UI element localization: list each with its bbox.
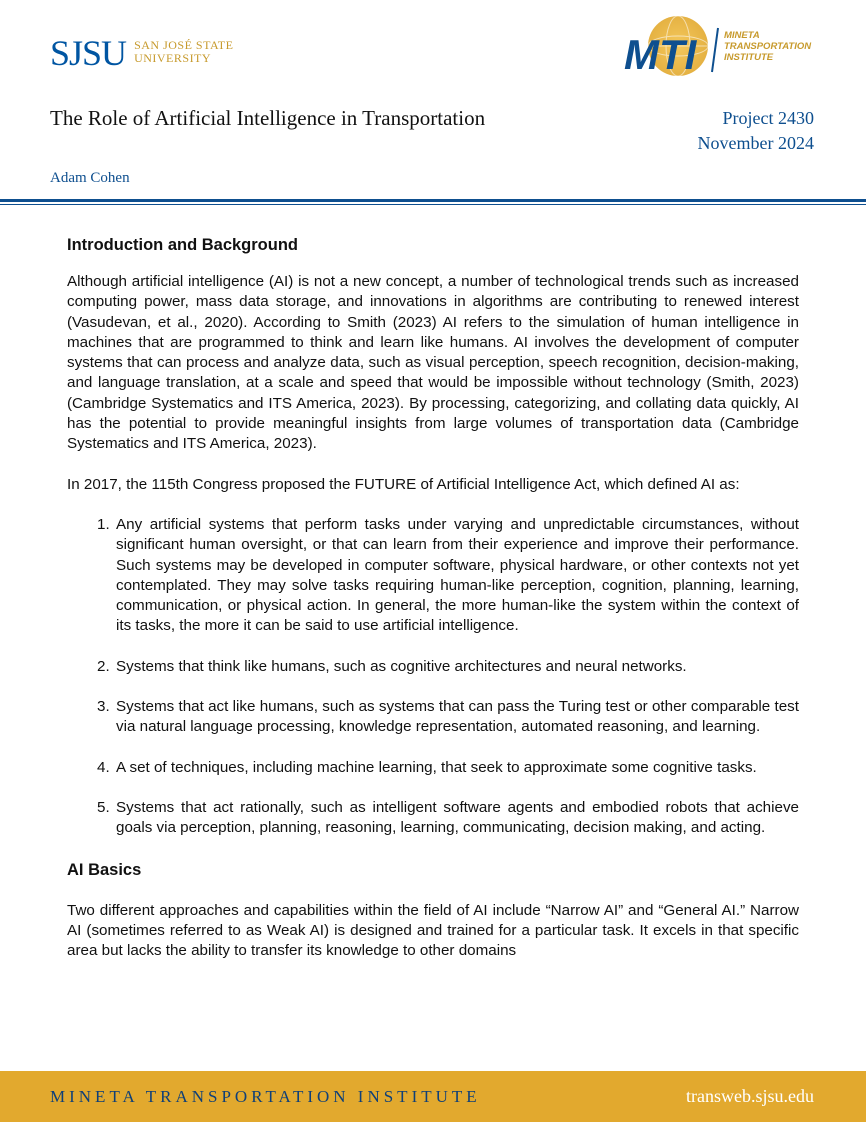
mti-line1: MINETA — [724, 30, 760, 41]
section-heading-introduction: Introduction and Background — [67, 236, 298, 254]
list-item — [97, 758, 799, 778]
paragraph-ai-basics: Two different approaches and capabilities within the field of AI include “Narrow AI” and “General AI.” Narrow AI (sometimes referred to as Weak AI) is designed and trained for a particular task. It excels in that specific area but lacks the ability to transfer its knowledge to other domains — [67, 901, 799, 960]
sjsu-wordmark: SJSU — [50, 33, 127, 73]
ai-definition-list — [97, 515, 799, 839]
list-item — [97, 657, 799, 677]
list-text: Systems that think like humans, such as cognitive architectures and neural networks. — [116, 657, 687, 675]
sjsu-subtitle-line1: SAN JOSÉ STATE — [134, 38, 234, 52]
list-text: Systems that act like humans, such as systems that can pass the Turing test or other comparable test via natural language processing, knowledge representation, automated reasoning, and learning. — [116, 698, 799, 736]
mti-line3: INSTITUTE — [724, 52, 774, 63]
list-item — [97, 515, 799, 637]
list-number: 3. — [97, 698, 110, 716]
list-number: 5. — [97, 798, 110, 816]
list-number: 1. — [97, 515, 110, 533]
paragraph-intro: Although artificial intelligence (AI) is not a new concept, a number of technological trends such as increased computing power, mass data storage, and innovations in algorithms are contributing to renewed interest (Vasudevan, et al., 2020). According to Smith (2023) AI refers to the simulation of human intelligence in machines that are programmed to think and learn like humans. AI involves the development of computer systems that can process and analyze data, such as visual perception, speech recognition, decision-making, and language translation, at a scale and speed that would be impossible without technology (Smith, 2023) (Cambridge Systematics and ITS America, 2023). By processing, categorizing, and collating data quickly, AI has the potential to provide meaningful insights from large volumes of transportation data (Cambridge Systematics and ITS America, 2023). — [67, 273, 799, 453]
mti-wordmark: MTI — [624, 31, 697, 78]
header-divider-thin — [0, 204, 866, 205]
list-text: Any artificial systems that perform tasks under varying and unpredictable circumstances, without significant human oversight, or that can learn from their experience and improve their performance. Such systems may be developed in computer software, physical hardware, or other contexts not yet contemplated. They may solve tasks requiring human-like perception, cognition, planning, learning, communication, or physical action. In general, the more human-like the system within the context of its tasks, the more it can be said to use artificial intelligence. — [116, 515, 799, 635]
author-name: Adam Cohen — [50, 170, 130, 186]
project-number: Project 2430 — [722, 108, 814, 128]
project-info — [698, 106, 814, 156]
list-number: 2. — [97, 657, 110, 675]
footer-bar — [0, 1071, 866, 1122]
list-item — [97, 798, 799, 839]
list-text: Systems that act rationally, such as intelligent software agents and embodied robots that achieve goals via perception, planning, reasoning, learning, communicating, decision making, and acting. — [116, 798, 799, 837]
footer-institute-name: MINETA TRANSPORTATION INSTITUTE — [50, 1087, 481, 1106]
footer-website-link[interactable]: transweb.sjsu.edu — [686, 1086, 814, 1106]
project-date: November 2024 — [697, 133, 814, 153]
section-heading-ai-basics: AI Basics — [67, 860, 142, 879]
document-body — [67, 234, 799, 981]
sjsu-subtitle-line2: UNIVERSITY — [134, 51, 212, 65]
sjsu-logo — [50, 33, 234, 73]
list-item — [97, 697, 799, 738]
mti-line2: TRANSPORTATION — [724, 41, 812, 52]
paragraph-future-act: In 2017, the 115th Congress proposed the FUTURE of Artificial Intelligence Act, which defined AI as: — [67, 475, 740, 493]
sjsu-subtitle — [134, 39, 233, 65]
list-number: 4. — [97, 758, 110, 776]
header-divider-thick — [0, 199, 866, 202]
document-title: The Role of Artificial Intelligence in Transportation — [50, 106, 486, 130]
mti-institute-name — [724, 30, 811, 63]
list-text: A set of techniques, including machine learning, that seek to approximate some cognitive tasks. — [116, 758, 757, 776]
